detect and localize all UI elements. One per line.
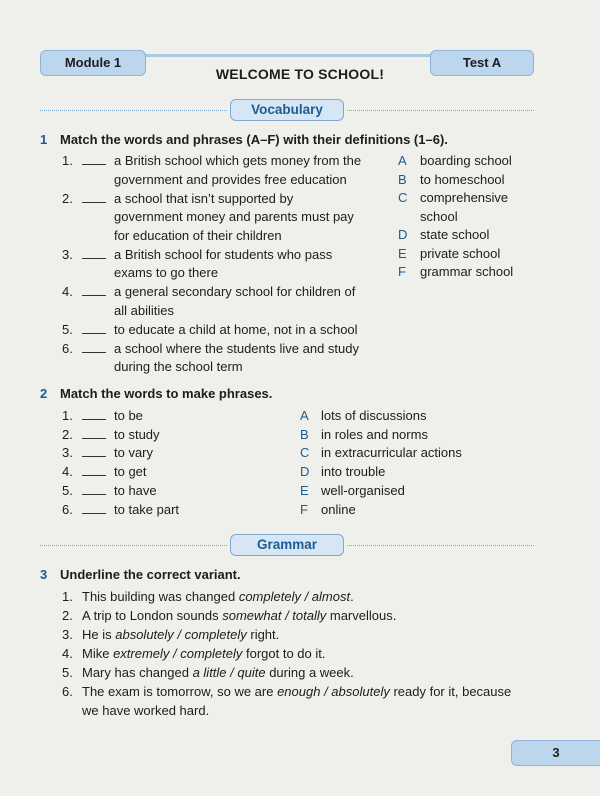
option-text: state school: [420, 227, 490, 242]
answer-blank[interactable]: [82, 352, 106, 353]
item-number: 1.: [62, 408, 73, 423]
variant-choice[interactable]: a little / quite: [192, 665, 266, 680]
item-number: 2.: [62, 608, 73, 623]
task2-item: [0, 407, 600, 425]
sentence-start: Mary has changed: [82, 665, 193, 680]
option-text: in extracurricular actions: [321, 445, 462, 461]
task2-instruction: Match the words to make phrases.: [60, 386, 273, 401]
definition-line: exams to go there: [114, 265, 219, 280]
option-letter: E: [300, 482, 309, 498]
module-label: Module 1: [40, 50, 146, 76]
definition-line: a school that isn’t supported by: [114, 190, 294, 206]
definition-line: all abilities: [114, 302, 174, 318]
task2-number: 2: [40, 386, 48, 401]
option-letter: A: [398, 153, 407, 168]
variant-choice[interactable]: extremely / completely: [113, 646, 243, 661]
option-text: into trouble: [321, 464, 386, 480]
definition-line: a British school which gets money from the: [114, 153, 362, 168]
task3-item: [62, 683, 542, 720]
task3-instruction: Underline the correct variant.: [60, 567, 241, 582]
answer-blank[interactable]: [82, 513, 106, 514]
option-text: to homeschool: [420, 171, 505, 187]
option-text: comprehensive: [420, 190, 509, 205]
vocabulary-heading: Vocabulary: [230, 99, 344, 121]
option-letter: C: [398, 190, 408, 205]
item-number: 5.: [62, 321, 73, 337]
answer-blank[interactable]: [82, 456, 106, 457]
sentence-start: This building was changed: [82, 589, 239, 604]
phrase-start: to vary: [114, 445, 154, 461]
option-letter: F: [398, 264, 406, 279]
item-number: 5.: [62, 665, 73, 680]
task3-item: [62, 645, 542, 664]
option-letter: E: [398, 245, 407, 261]
grammar-section-bar: [40, 534, 534, 556]
item-number: 6.: [62, 684, 73, 699]
task1-option: [0, 245, 600, 264]
item-definition: [114, 340, 394, 377]
item-definition: [114, 321, 394, 340]
task1-option: [0, 152, 600, 171]
definition-line: a school where the students live and study: [114, 340, 359, 356]
task1-option: [0, 208, 600, 227]
option-letter: F: [300, 501, 308, 517]
task3-item: [62, 607, 542, 626]
option-text: grammar school: [420, 264, 514, 279]
option-text: in roles and norms: [321, 426, 428, 442]
task2-item: [0, 444, 600, 462]
option-letter: D: [300, 464, 310, 480]
vocabulary-section-bar: [40, 99, 534, 121]
definition-line: government money and parents must pay: [114, 209, 354, 224]
variant-choice[interactable]: completely / almost: [238, 589, 351, 604]
grammar-heading: Grammar: [230, 534, 344, 556]
option-letter: C: [300, 445, 310, 461]
option-text: lots of discussions: [321, 408, 427, 423]
option-text: school: [420, 208, 458, 224]
answer-blank[interactable]: [82, 494, 106, 495]
item-number: 1.: [62, 153, 73, 168]
task3-item: [62, 588, 542, 607]
option-letter: B: [300, 426, 309, 442]
option-text: private school: [420, 245, 501, 261]
item-number: 3.: [62, 627, 73, 642]
task1-option: [0, 189, 600, 208]
task1-item: [0, 340, 600, 377]
variant-choice[interactable]: somewhat / totally: [222, 608, 327, 623]
item-number: 4.: [62, 646, 73, 661]
sentence-end: right.: [246, 627, 280, 642]
answer-blank[interactable]: [82, 333, 106, 334]
item-number: 2.: [62, 190, 73, 206]
sentence-start: Mike: [82, 646, 114, 661]
option-letter: B: [398, 171, 407, 187]
task1-heading: [40, 132, 448, 147]
page-title: WELCOME TO SCHOOL!: [215, 66, 385, 82]
item-definition: [114, 283, 394, 320]
task1-item: [0, 283, 600, 320]
definition-line: during the school term: [114, 359, 243, 374]
item-number: 4.: [62, 464, 73, 480]
option-text: well-organised: [321, 482, 405, 498]
definition-line: a British school for students who pass: [114, 246, 333, 262]
task2-item: [0, 426, 600, 444]
phrase-start: to have: [114, 482, 157, 498]
answer-blank[interactable]: [82, 438, 106, 439]
task2-item: [0, 501, 600, 519]
sentence-start: A trip to London sounds: [82, 608, 223, 623]
definition-line: for education of their children: [114, 227, 282, 243]
option-text: online: [321, 501, 356, 517]
option-letter: A: [300, 408, 309, 423]
task1-item: [0, 321, 600, 340]
test-label: Test A: [430, 50, 534, 76]
item-number: 2.: [62, 426, 73, 442]
page-number: 3: [511, 740, 600, 766]
task1-number: 1: [40, 132, 48, 147]
item-number: 6.: [62, 501, 73, 517]
task1-instruction: Match the words and phrases (A–F) with their definitions (1–6).: [60, 132, 448, 147]
answer-blank[interactable]: [82, 295, 106, 296]
task3-heading: [40, 567, 241, 582]
phrase-start: to take part: [114, 501, 180, 517]
variant-choice[interactable]: enough / absolutely: [277, 684, 390, 699]
sentence-continuation: we have worked hard.: [82, 702, 210, 718]
task2-item: [0, 482, 600, 500]
definition-line: a general secondary school for children of: [114, 284, 356, 299]
header-rule: [140, 54, 434, 57]
task1-option: [0, 263, 600, 282]
option-letter: D: [398, 227, 408, 242]
variant-choice[interactable]: absolutely / completely: [115, 627, 247, 642]
sentence-end: forgot to do it.: [242, 646, 326, 661]
item-number: 3.: [62, 445, 73, 461]
task3-item: [62, 626, 542, 645]
item-number: 5.: [62, 482, 73, 498]
sentence-start: He is: [82, 627, 116, 642]
definition-line: to educate a child at home, not in a school: [114, 321, 358, 337]
sentence-end: ready for it, because: [389, 684, 512, 699]
answer-blank[interactable]: [82, 475, 106, 476]
answer-blank[interactable]: [82, 419, 106, 420]
sentence-end: during a week.: [265, 665, 354, 680]
item-number: 4.: [62, 284, 73, 299]
item-number: 1.: [62, 589, 73, 604]
phrase-start: to be: [114, 408, 143, 423]
sentence-end: .: [350, 589, 354, 604]
option-text: boarding school: [420, 153, 512, 168]
task2-heading: [40, 386, 272, 401]
definition-line: government and provides free education: [114, 171, 347, 187]
sentence-end: marvellous.: [326, 608, 397, 623]
phrase-start: to study: [114, 426, 160, 442]
item-number: 3.: [62, 246, 73, 262]
task3-number: 3: [40, 567, 48, 582]
task3-item: [62, 664, 542, 683]
item-number: 6.: [62, 340, 73, 356]
task1-option: [0, 171, 600, 190]
phrase-start: to get: [114, 464, 147, 480]
sentence-start: The exam is tomorrow, so we are: [82, 684, 278, 699]
task2-item: [0, 463, 600, 481]
task1-option: [0, 226, 600, 245]
